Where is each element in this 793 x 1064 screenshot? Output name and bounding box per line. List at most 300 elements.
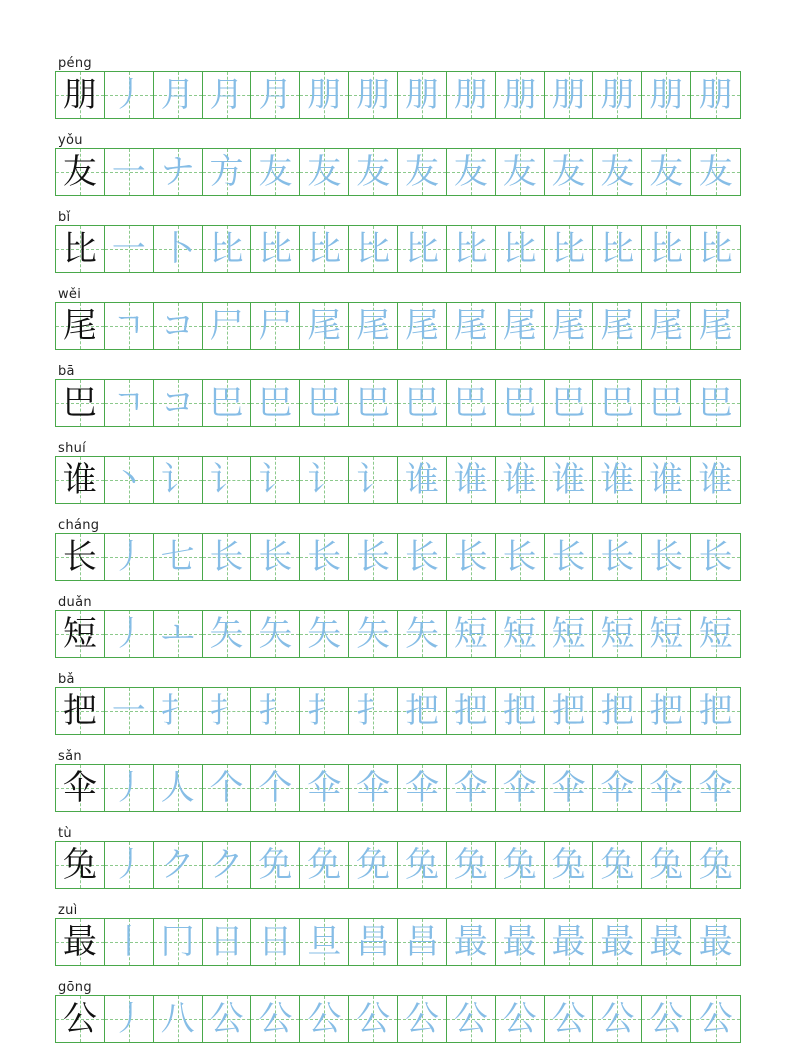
stroke-step-character: 公 (209, 999, 244, 1039)
stroke-cell (300, 919, 349, 965)
stroke-cell (447, 457, 496, 503)
model-character: 谁 (62, 460, 97, 500)
stroke-cell (642, 765, 691, 811)
stroke-cell (300, 765, 349, 811)
stroke-step-character: 谁 (453, 460, 488, 500)
stroke-cell (496, 457, 545, 503)
model-cell (56, 534, 105, 580)
stroke-step-character: 方 (209, 152, 244, 192)
stroke-cell (398, 765, 447, 811)
model-character: 兔 (62, 845, 97, 885)
stroke-step-character: 矢 (209, 614, 244, 654)
stroke-cell (496, 996, 545, 1042)
writing-grid (55, 225, 741, 273)
practice-row (0, 826, 793, 890)
stroke-cell (593, 149, 642, 195)
stroke-cell (496, 303, 545, 349)
stroke-cell (642, 534, 691, 580)
stroke-step-character: 一 (111, 152, 146, 192)
stroke-cell (545, 996, 594, 1042)
stroke-cell (105, 688, 154, 734)
stroke-step-character: 尾 (551, 306, 586, 346)
stroke-step-character: 朋 (404, 75, 439, 115)
stroke-cell (593, 996, 642, 1042)
stroke-cell (545, 303, 594, 349)
stroke-cell (447, 919, 496, 965)
stroke-cell (154, 380, 203, 426)
stroke-step-character: 兔 (600, 845, 635, 885)
stroke-step-character: 丿 (111, 768, 146, 808)
stroke-cell (691, 457, 740, 503)
stroke-step-character: 讠 (307, 460, 342, 500)
stroke-cell (251, 72, 300, 118)
stroke-step-character: 最 (600, 922, 635, 962)
stroke-step-character: 公 (649, 999, 684, 1039)
stroke-cell (642, 919, 691, 965)
stroke-cell (105, 765, 154, 811)
stroke-cell (642, 149, 691, 195)
stroke-cell (447, 688, 496, 734)
stroke-cell (545, 919, 594, 965)
stroke-step-character: 友 (258, 152, 293, 192)
stroke-step-character: 朋 (698, 75, 733, 115)
stroke-cell (154, 996, 203, 1042)
stroke-step-character: 讠 (258, 460, 293, 500)
stroke-step-character: 巴 (649, 383, 684, 423)
pinyin-label: bǎ (58, 672, 75, 687)
stroke-cell (398, 72, 447, 118)
stroke-step-character: コ (160, 383, 195, 423)
stroke-step-character: 一 (111, 691, 146, 731)
stroke-step-character: 伞 (307, 768, 342, 808)
stroke-cell (154, 72, 203, 118)
model-cell (56, 149, 105, 195)
stroke-step-character: 人 (160, 768, 195, 808)
stroke-step-character: 伞 (600, 768, 635, 808)
stroke-step-character: 讠 (356, 460, 391, 500)
stroke-cell (398, 457, 447, 503)
stroke-step-character: 谁 (600, 460, 635, 500)
stroke-cell (691, 842, 740, 888)
stroke-cell (447, 534, 496, 580)
stroke-cell (300, 842, 349, 888)
stroke-step-character: 长 (258, 537, 293, 577)
stroke-cell (642, 611, 691, 657)
stroke-cell (105, 380, 154, 426)
stroke-cell (545, 765, 594, 811)
stroke-cell (203, 688, 252, 734)
stroke-cell (593, 688, 642, 734)
stroke-step-character: 尾 (502, 306, 537, 346)
stroke-cell (545, 842, 594, 888)
stroke-cell (398, 226, 447, 272)
stroke-cell (251, 149, 300, 195)
stroke-step-character: 把 (649, 691, 684, 731)
stroke-cell (496, 72, 545, 118)
stroke-step-character: 比 (698, 229, 733, 269)
model-cell (56, 688, 105, 734)
pinyin-label: yǒu (58, 133, 83, 148)
model-cell (56, 380, 105, 426)
stroke-step-character: 把 (404, 691, 439, 731)
stroke-cell (398, 688, 447, 734)
stroke-cell (447, 380, 496, 426)
stroke-cell (496, 919, 545, 965)
stroke-cell (203, 303, 252, 349)
stroke-step-character: 友 (356, 152, 391, 192)
stroke-step-character: 公 (356, 999, 391, 1039)
stroke-step-character: 巴 (209, 383, 244, 423)
stroke-step-character: 比 (404, 229, 439, 269)
stroke-step-character: 伞 (356, 768, 391, 808)
stroke-step-character: ㄱ (112, 383, 146, 423)
stroke-step-character: 公 (600, 999, 635, 1039)
stroke-cell (545, 149, 594, 195)
stroke-step-character: 朋 (453, 75, 488, 115)
stroke-step-character: 丿 (111, 614, 146, 654)
stroke-step-character: 长 (209, 537, 244, 577)
stroke-step-character: 公 (258, 999, 293, 1039)
stroke-cell (642, 226, 691, 272)
model-character: 长 (62, 537, 97, 577)
stroke-step-character: 巴 (356, 383, 391, 423)
stroke-cell (642, 842, 691, 888)
stroke-cell (447, 226, 496, 272)
stroke-cell (105, 226, 154, 272)
writing-grid (55, 71, 741, 119)
stroke-step-character: 公 (502, 999, 537, 1039)
stroke-cell (691, 611, 740, 657)
stroke-step-character: 月 (258, 75, 293, 115)
stroke-cell (496, 534, 545, 580)
stroke-cell (496, 380, 545, 426)
stroke-cell (300, 457, 349, 503)
stroke-cell (154, 149, 203, 195)
stroke-cell (105, 534, 154, 580)
stroke-step-character: 丿 (111, 537, 146, 577)
stroke-step-character: 最 (453, 922, 488, 962)
writing-grid (55, 687, 741, 735)
stroke-cell (349, 226, 398, 272)
model-cell (56, 72, 105, 118)
stroke-step-character: 尾 (600, 306, 635, 346)
stroke-step-character: 短 (551, 614, 586, 654)
stroke-step-character: 朋 (600, 75, 635, 115)
stroke-step-character: 尾 (698, 306, 733, 346)
stroke-cell (545, 688, 594, 734)
practice-row (0, 364, 793, 428)
writing-grid (55, 995, 741, 1043)
stroke-cell (545, 457, 594, 503)
stroke-cell (447, 72, 496, 118)
practice-row (0, 518, 793, 582)
writing-grid (55, 302, 741, 350)
model-character: 伞 (62, 768, 97, 808)
stroke-cell (593, 72, 642, 118)
stroke-step-character: 讠 (160, 460, 195, 500)
stroke-cell (300, 380, 349, 426)
stroke-cell (105, 842, 154, 888)
practice-row (0, 749, 793, 813)
stroke-step-character: 尸 (258, 306, 293, 346)
model-character: 比 (62, 229, 97, 269)
model-character: 尾 (62, 306, 97, 346)
stroke-step-character: 巴 (600, 383, 635, 423)
stroke-cell (203, 457, 252, 503)
stroke-cell (691, 303, 740, 349)
stroke-step-character: 短 (649, 614, 684, 654)
stroke-cell (593, 226, 642, 272)
stroke-step-character: 比 (649, 229, 684, 269)
stroke-cell (349, 919, 398, 965)
stroke-step-character: 长 (502, 537, 537, 577)
stroke-cell (105, 996, 154, 1042)
stroke-cell (154, 688, 203, 734)
stroke-cell (398, 303, 447, 349)
stroke-cell (349, 457, 398, 503)
writing-grid (55, 841, 741, 889)
stroke-step-character: 巴 (307, 383, 342, 423)
practice-row (0, 441, 793, 505)
stroke-step-character: 扌 (258, 691, 293, 731)
stroke-cell (691, 919, 740, 965)
stroke-step-character: 最 (551, 922, 586, 962)
stroke-step-character: 朋 (649, 75, 684, 115)
stroke-step-character: 谁 (502, 460, 537, 500)
stroke-step-character: 月 (209, 75, 244, 115)
stroke-step-character: 长 (649, 537, 684, 577)
stroke-cell (154, 226, 203, 272)
practice-row (0, 56, 793, 120)
writing-grid (55, 379, 741, 427)
stroke-cell (105, 303, 154, 349)
stroke-cell (300, 996, 349, 1042)
stroke-step-character: 比 (502, 229, 537, 269)
stroke-cell (105, 919, 154, 965)
stroke-step-character: 友 (307, 152, 342, 192)
stroke-step-character: 比 (551, 229, 586, 269)
stroke-step-character: 把 (551, 691, 586, 731)
model-cell (56, 996, 105, 1042)
stroke-cell (545, 380, 594, 426)
stroke-cell (300, 688, 349, 734)
stroke-cell (300, 226, 349, 272)
model-cell (56, 303, 105, 349)
stroke-step-character: 丨 (111, 922, 146, 962)
stroke-step-character: 公 (404, 999, 439, 1039)
stroke-cell (251, 457, 300, 503)
stroke-step-character: 公 (453, 999, 488, 1039)
pinyin-label: shuí (58, 441, 87, 456)
stroke-step-character: 尾 (356, 306, 391, 346)
stroke-step-character: 讠 (209, 460, 244, 500)
stroke-cell (105, 457, 154, 503)
stroke-cell (398, 534, 447, 580)
stroke-cell (203, 380, 252, 426)
model-character: 巴 (62, 383, 97, 423)
stroke-step-character: 长 (600, 537, 635, 577)
stroke-cell (203, 226, 252, 272)
model-cell (56, 765, 105, 811)
stroke-cell (349, 149, 398, 195)
stroke-step-character: 兔 (551, 845, 586, 885)
stroke-step-character: 最 (698, 922, 733, 962)
stroke-step-character: 巴 (453, 383, 488, 423)
stroke-cell (593, 842, 642, 888)
stroke-cell (642, 303, 691, 349)
stroke-step-character: 把 (600, 691, 635, 731)
stroke-step-character: ㅗ (161, 614, 195, 654)
writing-grid (55, 533, 741, 581)
model-cell (56, 842, 105, 888)
model-character: 朋 (62, 75, 97, 115)
stroke-cell (300, 534, 349, 580)
model-character: 把 (62, 691, 97, 731)
stroke-cell (691, 72, 740, 118)
stroke-step-character: 兔 (404, 845, 439, 885)
stroke-step-character: 短 (600, 614, 635, 654)
stroke-cell (691, 996, 740, 1042)
stroke-cell (496, 688, 545, 734)
stroke-step-character: 矢 (356, 614, 391, 654)
stroke-step-character: 把 (453, 691, 488, 731)
stroke-step-character: 丿 (111, 999, 146, 1039)
stroke-step-character: 矢 (307, 614, 342, 654)
stroke-step-character: 友 (698, 152, 733, 192)
stroke-step-character: 最 (649, 922, 684, 962)
stroke-cell (447, 765, 496, 811)
stroke-cell (642, 380, 691, 426)
stroke-step-character: 长 (307, 537, 342, 577)
stroke-step-character: 尾 (307, 306, 342, 346)
stroke-step-character: 冂 (160, 922, 195, 962)
stroke-step-character: 公 (551, 999, 586, 1039)
stroke-step-character: 尾 (649, 306, 684, 346)
pinyin-label: bā (58, 364, 75, 379)
stroke-cell (203, 996, 252, 1042)
stroke-step-character: 把 (502, 691, 537, 731)
stroke-cell (642, 996, 691, 1042)
practice-row (0, 903, 793, 967)
stroke-cell (105, 149, 154, 195)
stroke-cell (300, 611, 349, 657)
pinyin-label: gōng (58, 980, 92, 995)
stroke-cell (203, 842, 252, 888)
stroke-step-character: 丿 (111, 845, 146, 885)
stroke-cell (642, 457, 691, 503)
stroke-cell (349, 765, 398, 811)
stroke-step-character: 谁 (551, 460, 586, 500)
writing-grid (55, 764, 741, 812)
pinyin-label: péng (58, 56, 92, 71)
pinyin-label: tù (58, 826, 72, 841)
stroke-cell (398, 149, 447, 195)
pinyin-label: duǎn (58, 595, 92, 610)
stroke-step-character: 短 (698, 614, 733, 654)
stroke-step-character: 伞 (551, 768, 586, 808)
stroke-cell (251, 996, 300, 1042)
stroke-step-character: 免 (258, 845, 293, 885)
stroke-step-character: 朋 (356, 75, 391, 115)
stroke-step-character: 兔 (453, 845, 488, 885)
stroke-cell (300, 303, 349, 349)
stroke-step-character: 谁 (404, 460, 439, 500)
stroke-step-character: 友 (453, 152, 488, 192)
stroke-cell (154, 303, 203, 349)
stroke-step-character: 扌 (209, 691, 244, 731)
stroke-cell (251, 688, 300, 734)
practice-row (0, 287, 793, 351)
stroke-step-character: 长 (698, 537, 733, 577)
stroke-step-character: 比 (356, 229, 391, 269)
stroke-cell (642, 72, 691, 118)
stroke-cell (593, 919, 642, 965)
stroke-cell (105, 611, 154, 657)
stroke-cell (251, 226, 300, 272)
stroke-cell (251, 842, 300, 888)
stroke-cell (691, 765, 740, 811)
stroke-cell (154, 842, 203, 888)
stroke-step-character: 巴 (551, 383, 586, 423)
stroke-step-character: ㄱ (112, 306, 146, 346)
stroke-cell (496, 611, 545, 657)
stroke-cell (203, 72, 252, 118)
model-cell (56, 457, 105, 503)
stroke-cell (545, 534, 594, 580)
stroke-step-character: 旦 (307, 922, 342, 962)
stroke-cell (349, 611, 398, 657)
stroke-step-character: 伞 (502, 768, 537, 808)
stroke-step-character: 巴 (404, 383, 439, 423)
stroke-cell (593, 611, 642, 657)
stroke-step-character: 兔 (698, 845, 733, 885)
stroke-step-character: 公 (698, 999, 733, 1039)
stroke-cell (398, 842, 447, 888)
stroke-step-character: 长 (551, 537, 586, 577)
stroke-step-character: 昌 (356, 922, 391, 962)
stroke-cell (105, 72, 154, 118)
stroke-cell (203, 765, 252, 811)
stroke-step-character: 比 (453, 229, 488, 269)
stroke-step-character: 扌 (307, 691, 342, 731)
stroke-step-character: 尾 (404, 306, 439, 346)
stroke-step-character: 伞 (649, 768, 684, 808)
stroke-step-character: 伞 (453, 768, 488, 808)
stroke-step-character: 短 (453, 614, 488, 654)
stroke-cell (349, 996, 398, 1042)
pinyin-label: zuì (58, 903, 78, 918)
stroke-step-character: 友 (502, 152, 537, 192)
stroke-step-character: 谁 (649, 460, 684, 500)
stroke-cell (251, 765, 300, 811)
stroke-step-character: ク (160, 845, 195, 885)
stroke-step-character: 朋 (551, 75, 586, 115)
stroke-step-character: 扌 (160, 691, 195, 731)
stroke-step-character: 矢 (258, 614, 293, 654)
stroke-cell (251, 380, 300, 426)
stroke-cell (691, 380, 740, 426)
stroke-step-character: 免 (307, 845, 342, 885)
practice-row (0, 980, 793, 1044)
stroke-step-character: 公 (307, 999, 342, 1039)
stroke-step-character: 月 (160, 75, 195, 115)
stroke-cell (251, 919, 300, 965)
stroke-cell (349, 842, 398, 888)
stroke-step-character: 尸 (209, 306, 244, 346)
stroke-step-character: 日 (209, 922, 244, 962)
stroke-step-character: 兔 (502, 845, 537, 885)
stroke-step-character: 长 (356, 537, 391, 577)
